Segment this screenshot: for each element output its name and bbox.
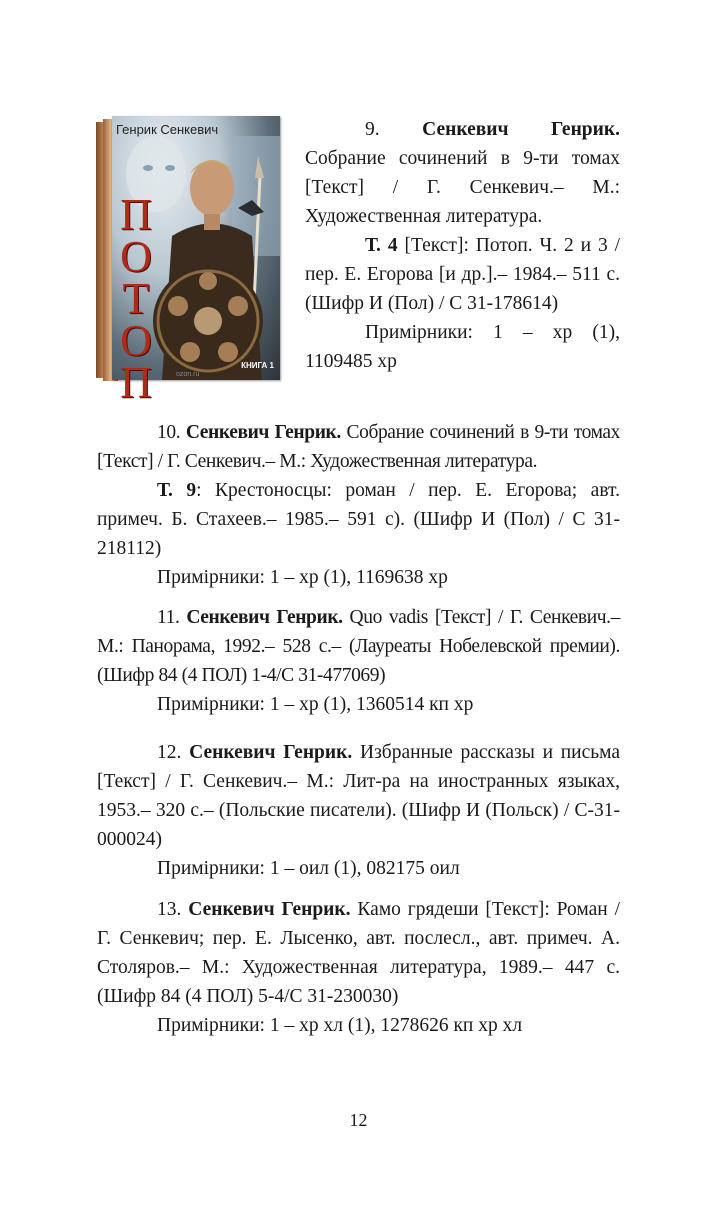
cover-letter: Т	[122, 274, 150, 323]
entry-main-paragraph	[97, 418, 620, 476]
entry-description: Камо грядеши [Текст]: Роман / Г. Сенкевич; пер. Е. Лысенко, авт. послесл., авт. примеч. А. Столяров.– М.: Художественная литература, 1989.– 447 с. (Шифр 84 (4 ПОЛ) 5-4/С 31-230030)	[97, 899, 621, 1007]
book-cover-image	[96, 116, 284, 407]
entry-volume-paragraph	[97, 476, 620, 563]
entry-copies: Примірники: 1 – оил (1), 082175 оил	[157, 858, 460, 879]
cover-author: Генрик Сенкевич	[116, 122, 219, 137]
entry-copies: Примірники: 1 – хр (1), 1109485 хр	[305, 322, 620, 372]
page-number: 12	[349, 1110, 368, 1130]
entry-author: Сенкевич Генрик.	[422, 119, 620, 140]
entry-volume-label: Т. 4	[365, 235, 398, 256]
cover-letter: П	[120, 358, 152, 407]
entry-copies: Примірники: 1 – хр хл (1), 1278626 кп хр хл	[157, 1015, 523, 1036]
cover-letter: О	[120, 316, 152, 365]
bibliography-entry	[97, 603, 620, 719]
entry-main-paragraph	[97, 895, 620, 1011]
cover-watermark: ozon.ru	[176, 371, 200, 378]
entry-description: Собрание сочинений в 9-ти томах [Текст] / Г. Сенкевич.– М.: Художественная литература.	[97, 422, 621, 472]
bibliography-entry	[97, 895, 620, 1040]
entry-copies: Примірники: 1 – хр (1), 1169638 хр	[157, 567, 448, 588]
entry-author: Сенкевич Генрик.	[186, 607, 343, 628]
cover-letter: П	[120, 190, 152, 239]
entry-description: Избранные рассказы и письма [Текст] / Г. Сенкевич.– М.: Лит-ра на иностранных языках, 1953.– 320 с.– (Польские писатели). (Шифр И (Польск) / С-31-000024)	[97, 742, 621, 850]
entry-author: Сенкевич Генрик.	[185, 422, 341, 443]
entry-description: Quo vadis [Текст] / Г. Сенкевич.– М.: Панорама, 1992.– 528 с.– (Лауреаты Нобелевской премии). (Шифр 84 (4 ПОЛ) 1-4/С 31-477069)	[97, 607, 620, 686]
entry-number: 13.	[157, 899, 182, 920]
entry-author: Сенкевич Генрик.	[189, 742, 353, 763]
entry-copies: Примірники: 1 – хр (1), 1360514 кп хр	[157, 694, 474, 715]
bibliography-entry	[97, 418, 620, 592]
entry-volume-paragraph	[305, 231, 620, 318]
entry-main-paragraph	[305, 115, 620, 231]
cover-front	[112, 116, 280, 407]
entry-description: Собрание сочинений в 9-ти томах [Текст] / Г. Сенкевич.– М.: Художественная литература.	[305, 148, 620, 227]
entry-author: Сенкевич Генрик.	[188, 899, 351, 920]
bibliography-entry	[305, 115, 620, 376]
entry-number: 10.	[157, 422, 181, 443]
entry-volume-text: : Крестоносцы: роман / пер. Е. Егорова; авт. примеч. Б. Стахеев.– 1985.– 591 с). (Шифр И (Пол) / С 31-218112)	[97, 480, 620, 559]
entry-main-paragraph	[97, 603, 620, 690]
entry-number: 12.	[157, 742, 182, 763]
bibliography-entry	[97, 738, 620, 883]
cover-title-letters	[114, 190, 158, 407]
entry-number: 11.	[157, 607, 180, 628]
entry-volume-label: Т. 9	[157, 480, 197, 501]
cover-letter: О	[120, 232, 152, 281]
cover-volume-label: КНИГА 1	[241, 361, 274, 370]
entry-volume-text: [Текст]: Потоп. Ч. 2 и 3 / пер. Е. Егорова [и др.].– 1984.– 511 с. (Шифр И (Пол) / С 31-178614)	[305, 235, 620, 314]
entry-number: 9.	[365, 119, 380, 140]
entry-main-paragraph	[97, 738, 620, 854]
